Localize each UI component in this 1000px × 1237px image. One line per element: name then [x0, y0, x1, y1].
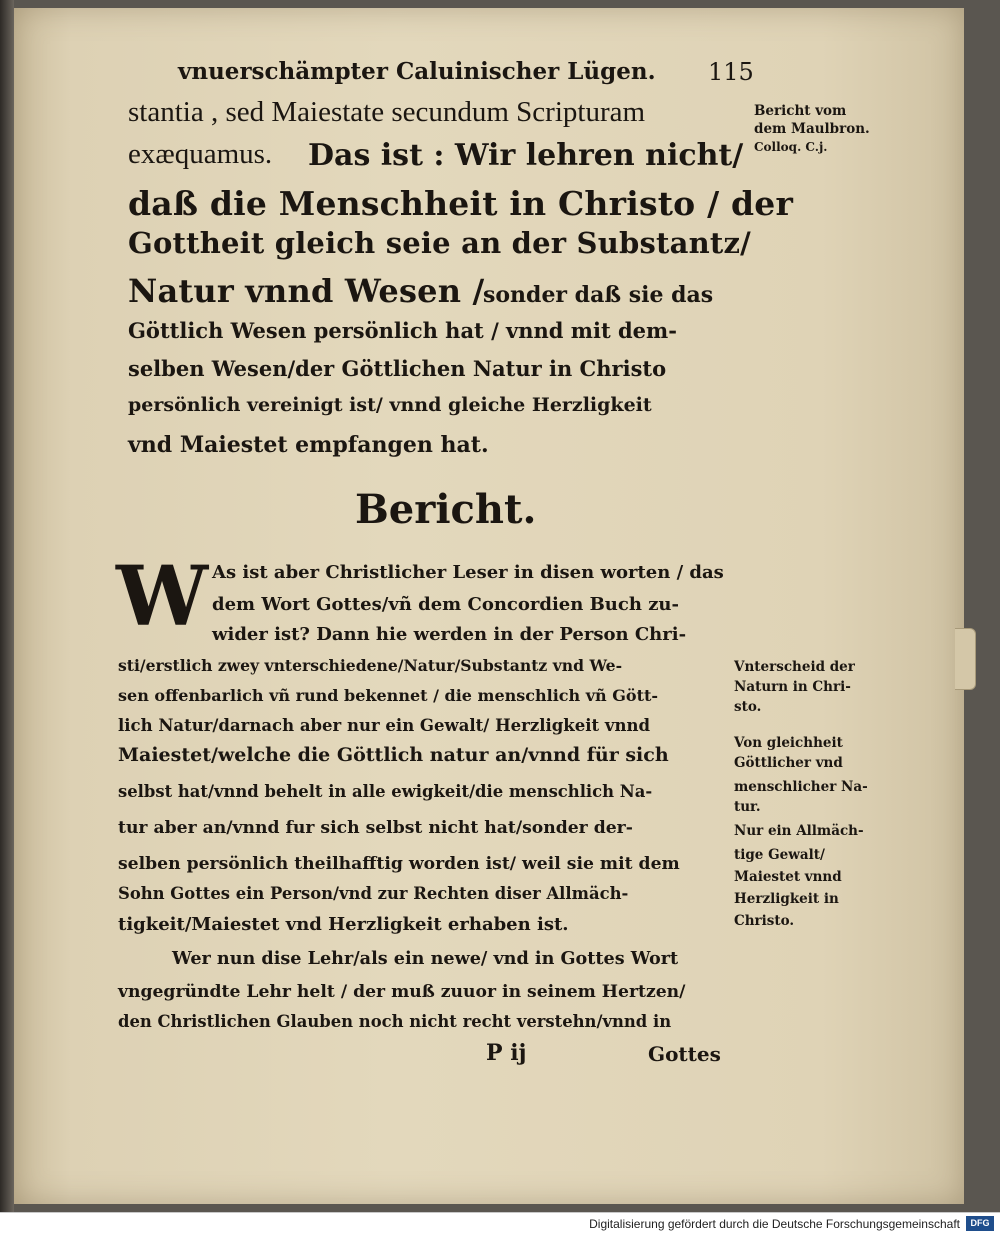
- quote-line: persönlich vereinigt ist/ vnnd gleiche Herzligkeit: [128, 394, 652, 416]
- margin-note-line: tur.: [734, 799, 761, 815]
- body-line: sen offenbarlich vñ rund bekennet / die menschlich vñ Gött-: [118, 686, 658, 705]
- body-line: tigkeit/Maiestet vnd Herzligkeit erhaben ist.: [118, 914, 569, 935]
- body-line: selbst hat/vnnd behelt in alle ewigkeit/die menschlich Na-: [118, 782, 653, 801]
- margin-note-line: Naturn in Chri-: [734, 679, 851, 695]
- margin-note-line: Bericht vom: [754, 103, 847, 119]
- section-title: Bericht.: [355, 486, 537, 533]
- margin-note-line: sto.: [734, 699, 762, 715]
- margin-note-line: Vnterscheid der: [734, 659, 855, 675]
- quote-line: stantia , sed Maiestate secundum Scripturam: [128, 96, 646, 128]
- margin-note-line: Göttlicher vnd: [734, 755, 843, 771]
- quote-line: sonder daß sie das: [483, 282, 714, 308]
- margin-note-line: menschlicher Na-: [734, 779, 868, 795]
- margin-note-line: dem Maulbron.: [754, 121, 870, 137]
- quote-line: Göttlich Wesen persönlich hat / vnnd mit dem-: [128, 318, 677, 343]
- catchword: Gottes: [648, 1042, 721, 1066]
- signature-mark: P ij: [486, 1040, 527, 1066]
- body-line: vngegründte Lehr helt / der muß zuuor in seinem Hertzen/: [118, 982, 686, 1002]
- digitization-credit: Digitalisierung gefördert durch die Deutsche Forschungsgemeinschaft: [589, 1217, 960, 1231]
- page-tab-marker: [955, 628, 976, 690]
- body-line: selben persönlich theilhafftig worden ist/ weil sie mit dem: [118, 854, 680, 874]
- margin-note-line: Christo.: [734, 913, 795, 929]
- margin-note-line: Herzligkeit in: [734, 891, 839, 907]
- book-spine: [0, 0, 14, 1212]
- body-line: den Christlichen Glauben noch nicht recht verstehn/vnnd in: [118, 1012, 672, 1031]
- margin-note-line: Maiestet vnnd: [734, 869, 842, 885]
- quote-line: selben Wesen/der Göttlichen Natur in Christo: [128, 356, 667, 381]
- running-title: vnuerschämpter Caluinischer Lügen.: [178, 58, 656, 85]
- quote-line: exæquamus.: [128, 138, 273, 170]
- quote-line: Natur vnnd Wesen /: [128, 272, 485, 310]
- quote-line: Das ist : Wir lehren nicht/: [308, 138, 744, 173]
- body-line: dem Wort Gottes/vñ dem Concordien Buch zu-: [212, 594, 679, 615]
- quote-line: Gottheit gleich seie an der Substantz/: [128, 226, 751, 260]
- body-line: Sohn Gottes ein Person/vnd zur Rechten diser Allmäch-: [118, 884, 629, 903]
- body-line: lich Natur/darnach aber nur ein Gewalt/ Herzligkeit vnnd: [118, 716, 650, 735]
- digitization-footer: [0, 1212, 1000, 1237]
- quote-line: vnd Maiestet empfangen hat.: [128, 432, 489, 458]
- quote-line: daß die Menschheit in Christo / der: [128, 184, 794, 223]
- margin-note-line: Von gleichheit: [734, 735, 843, 751]
- body-line: tur aber an/vnnd fur sich selbst nicht hat/sonder der-: [118, 818, 633, 838]
- body-line: sti/erstlich zwey vnterschiedene/Natur/Substantz vnd We-: [118, 656, 623, 675]
- drop-initial: W: [116, 549, 209, 645]
- margin-note-line: Colloq. C.j.: [754, 140, 828, 154]
- margin-note-line: tige Gewalt/: [734, 847, 825, 863]
- dfg-logo: DFG: [966, 1216, 994, 1231]
- body-line: As ist aber Christlicher Leser in disen worten / das: [212, 562, 724, 583]
- body-line: Wer nun dise Lehr/als ein newe/ vnd in Gottes Wort: [172, 948, 679, 969]
- body-line: Maiestet/welche die Göttlich natur an/vnnd für sich: [118, 744, 669, 766]
- page-number: 115: [708, 58, 754, 86]
- body-line: wider ist? Dann hie werden in der Person Chri-: [212, 624, 687, 645]
- margin-note-line: Nur ein Allmäch-: [734, 823, 864, 839]
